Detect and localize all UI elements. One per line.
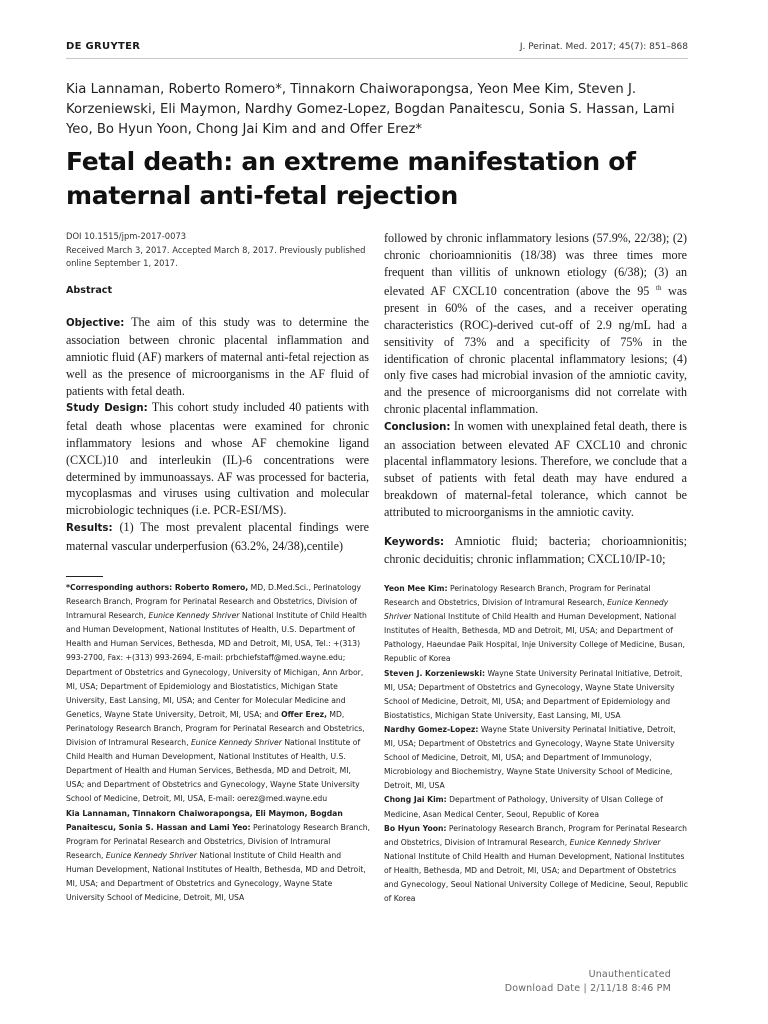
results-label: Results: [66,523,113,535]
affiliation-kim [384,582,688,667]
objective-text: The aim of this study was to determine the association between chronic placental inflammation and amniotic fluid (AF) markers of maternal anti-fetal rejection as well as the presence of microorganisms in the AF fluid of patients with fetal death. [66,314,369,398]
affiliation-korzeniewski [384,667,688,723]
group-eks: Eunice Kennedy Shriver [105,850,197,860]
ckim-text: Department of Pathology, University of Ulsan College of Medicine, Asan Medical Center, Seoul, Republic of Korea [384,795,663,819]
objective-label: Objective: [66,317,125,329]
author-list: Kia Lannaman, Roberto Romero*, Tinnakorn Chaiworapongsa, Yeon Mee Kim, Steven J. Korzeniewski, Eli Maymon, Nardhy Gomez-Lopez, Bogdan Panaitescu, Sonia S. Hassan, Lami Yeo, Bo Hyun Yoon, Chong Jai Kim and and Offer Erez* [66,82,675,137]
yoon-text-1: Perinatology Research Branch, Program for Perinatal Research and Obstetrics, Division of Intramural Research, [384,823,687,847]
article-title: Fetal death: an extreme manifestation of maternal anti-fetal rejection [66,147,636,210]
footnote-right [384,582,688,906]
kim-label: Yeon Mee Kim: [384,584,448,593]
conclusion-label: Conclusion: [384,421,451,433]
group-text-2: National Institute of Child Health and Human Development, National Institutes of Health, Bethesda, MD and Detroit, MI, USA; and Department of Obstetrics and Gynecology, Wayne State University School of Medicine, Detroit, MI, USA [66,850,366,903]
results-text: (1) The most prevalent placental findings were maternal vascular underperfusion (63.2%, 24/38), [66,520,369,553]
watermark-line-2: Download Date | 2/11/18 8:46 PM [504,983,671,994]
results-text-cont: centile) [306,538,344,553]
affiliation-gomez-lopez [384,723,688,793]
download-watermark [505,968,671,996]
corr-label: *Corresponding authors: Roberto Romero, [66,583,249,592]
abstract-keywords [384,533,687,569]
abstract-design [66,399,369,519]
abstract-heading: Abstract [66,284,113,296]
corr-eks: Eunice Kennedy Shriver [148,611,240,621]
affiliation-ckim [384,793,688,821]
abstract-body-right [384,230,687,568]
group-affiliation [66,807,370,906]
design-text: This cohort study included 40 patients with fetal death whose placentas were examined for chronic inflammatory lesions and whose AF chemokine ligand (CXCL)10 and interleukin (IL)-6 concentrations were determined by immunoassays. AF was processed for bacteria, mycoplasmas and viruses using cultivation and molecular microbiologic techniques (i.e. PCR-ESI/MS). [66,400,369,518]
received-dates: Received March 3, 2017. Accepted March 8, 2017. Previously published online September 1, 2017. [66,244,366,268]
korz-label: Steven J. Korzeniewski: [384,668,486,678]
erez-text-1: MD, Perinatology Research Branch, Program for Perinatal Research and Obstetrics, Division of Intramural Research, [66,709,365,748]
kim-eks: Eunice Kennedy Shriver [384,598,669,622]
ckim-label: Chong Jai Kim: [384,795,447,805]
results-text-cont: followed by chronic inflammatory lesions (57.9%, 22/38); (2) chronic chorioamnionitis (18/38) was three times more frequent than villitis of unknown etiology (6/38); (3) an elevated AF CXCL10 concentration (above the 95 [384,231,687,299]
corr-text-1: MD, D.Med.Sci., Perinatology Research Branch, Program for Perinatal Research and Obstetrics, Division of Intramural Research, [66,583,361,621]
results-superscript: th [656,284,662,293]
group-label: Kia Lannaman, Tinnakorn Chaiworapongsa, Eli Maymon, Bogdan Panaitescu, Sonia S. Hassan and Lami Yeo: [66,808,343,832]
keywords-text: Amniotic fluid; bacteria; chorioamnionitis; chronic deciduitis; chronic inflammation; CXCL10/IP-10; [384,533,687,567]
erez-eks: Eunice Kennedy Shriver [190,738,282,748]
corr-text-2: National Institute of Child Health and Human Development, National Institutes of Health, U.S. Department of Health and Human Services, Bethesda, MD and Detroit, MI, USA, Tel.: +(313) 993-2700, Fax: +(313) 993-2694, E-mail: prbchiefstaff@med.wayne.edu; Department of Obstetrics and Gynecology, University of Michigan, Ann Arbor, MI, USA; Department of Epidemiology and Biostatistics, Michigan State University, East Lansing, MI, USA; and Center for Molecular Medicine and Genetics, Wayne State University, Detroit, MI, USA; and [66,611,367,719]
footnote-left [66,576,370,905]
watermark-line-1: Unauthenticated [588,969,671,980]
affiliation-yoon [384,822,688,907]
abstract-results [66,519,369,555]
yoon-eks: Eunice Kennedy Shriver [569,837,661,847]
design-label: Study Design: [66,403,148,415]
abstract-objective [66,314,369,400]
publisher-logo: DE GRUYTER [66,41,141,52]
left-column [66,230,369,555]
results-text-cont-cont: was present in 60% of the cases, and a receiver operating characteristics (ROC)-derived cut-off of 2.9 ng/mL had a sensitivity of 73% and a specificity of 75% in the identification of chronic placental inflammatory lesions; (4) only five cases had microbial invasion of the amniotic cavity, and the presence of microorganisms did not correlate with chronic placental inflammation. [384,284,687,416]
korz-text: Wayne State University Perinatal Initiative, Detroit, MI, USA; Department of Obstetrics and Gynecology, Wayne State University School of Medicine, Detroit, MI, USA; and Department of Epidemiology and Biostatistics, Michigan State University, East Lansing, MI, USA [384,668,683,720]
kim-text-1: Perinatology Research Branch, Program for Perinatal Research and Obstetrics, Division of Intramural Research, [384,584,651,608]
gomez-text: Wayne State University Perinatal Initiative, Detroit, MI, USA; Department of Obstetrics and Gynecology, Wayne State University School of Medicine, Detroit, MI, USA; and Department of Immunology, Microbiology and Biochemistry, Wayne State University School of Medicine, Detroit, MI, USA [384,724,676,791]
keywords-label: Keywords: [384,536,445,548]
abstract-results-cont [384,230,687,418]
doi[interactable]: DOI 10.1515/jpm-2017-0073 [66,231,187,241]
corresponding-authors [66,581,370,807]
kim-text-2: National Institute of Child Health and Human Development, National Institutes of Health, Bethesda, MD and Detroit, MI, USA; and Department of Pathology, Haeundae Paik Hospital, Inje University College of Medicine, Busan, Republic of Korea [384,612,685,664]
abstract-body-left [66,314,369,555]
footnote-rule [66,576,103,577]
journal-reference: J. Perinat. Med. 2017; 45(7): 851–868 [519,42,688,52]
conclusion-text: In women with unexplained fetal death, there is an association between elevated AF CXCL10 and chronic placental inflammatory lesions. Therefore, we conclude that a subset of patients with fetal death may have endured a breakdown of maternal-fetal tolerance, which cannot be attributed to microorganisms in the amniotic cavity. [384,418,687,519]
gomez-label: Nardhy Gomez-Lopez: [384,724,479,734]
abstract-conclusion [384,418,687,521]
erez-label: Offer Erez, [281,709,327,719]
right-column [384,230,687,568]
yoon-text-2: National Institute of Child Health and Human Development, National Institutes of Health, Bethesda, MD and Detroit, MI, USA; and Department of Obstetrics and Gynecology, Seoul National University College of Medicine, Seoul, Republic of Korea [384,851,688,904]
erez-text-2: National Institute of Child Health and Human Development, National Institutes of Health, U.S. Department of Health and Human Services, Bethesda, MD and Detroit, MI, USA; and Department of Obstetrics and Gynecology, Wayne State University School of Medicine, Detroit, MI, USA, E-mail: oerez@med.wayne.edu [66,738,361,804]
header-rule [66,58,688,59]
yoon-label: Bo Hyun Yoon: [384,823,447,833]
group-text-1: Perinatology Research Branch, Program for Perinatal Research and Obstetrics, Division of Intramural Research, [66,822,370,860]
